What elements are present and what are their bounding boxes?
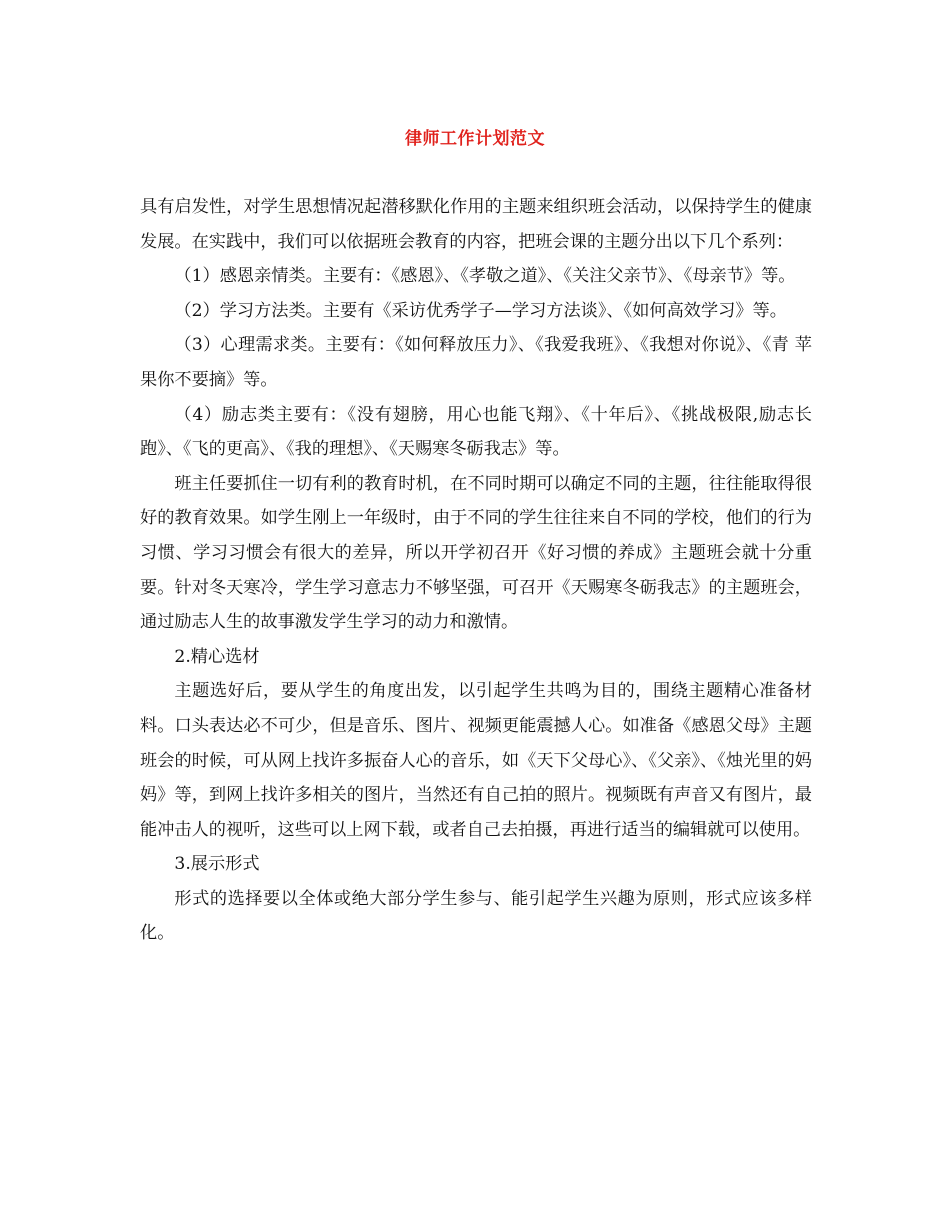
paragraph: 主题选好后，要从学生的角度出发，以引起学生共鸣为目的，围绕主题精心准备材料。口头表达必不可少，但是音乐、图片、视频更能震撼人心。如准备《感恩父母》主题班会的时候，可从网上找许多振奋人心的音乐，如《天下父母心》、《父亲》、《烛光里的妈妈》等，到网上找许多相关的图片，当然还有自己拍的照片。视频既有声音又有图片，最能冲击人的视听，这些可以上网下载，或者自己去拍摄，再进行适当的编辑就可以使用。 bbox=[140, 681, 812, 840]
document-title: 律师工作计划范文 bbox=[405, 129, 545, 149]
paragraph: 班主任要抓住一切有利的教育时机，在不同时期可以确定不同的主题，往往能取得很好的教育效果。如学生刚上一年级时，由于不同的学生往往来自不同的学校，他们的行为习惯、学习习惯会有很大的差异，所以开学初召开《好习惯的养成》主题班会就十分重要。针对冬天寒冷，学生学习意志力不够坚强，可召开《天赐寒冬砺我志》的主题班会，通过励志人生的故事激发学生学习的动力和激情。 bbox=[140, 473, 812, 633]
paragraph: （4）励志类主要有：《没有翅膀，用心也能飞翔》、《十年后》、《挑战极限,励志长跑》、《飞的更高》、《我的理想》、《天赐寒冬砺我志》等。 bbox=[140, 404, 812, 460]
paragraph: （3）心理需求类。主要有：《如何释放压力》、《我爱我班》、《我想对你说》、《青 苹果你不要摘》等。 bbox=[140, 335, 812, 390]
document-body bbox=[140, 190, 812, 951]
paragraph: （1）感恩亲情类。主要有：《感恩》、《孝敬之道》、《关注父亲节》、《母亲节》等。 bbox=[174, 266, 796, 287]
paragraph: 形式的选择要以全体或绝大部分学生参与、能引起学生兴趣为原则，形式应该多样化。 bbox=[140, 888, 812, 944]
paragraph: 具有启发性，对学生思想情况起潜移默化作用的主题来组织班会活动，以保持学生的健康发展。在实践中，我们可以依据班会教育的内容，把班会课的主题分出以下几个系列： bbox=[140, 197, 812, 252]
section-heading: 3.展示形式 bbox=[174, 854, 260, 875]
paragraph: （2）学习方法类。主要有《采访优秀学子—学习方法谈》、《如何高效学习》等。 bbox=[174, 300, 787, 321]
section-heading: 2.精心选材 bbox=[174, 646, 260, 667]
